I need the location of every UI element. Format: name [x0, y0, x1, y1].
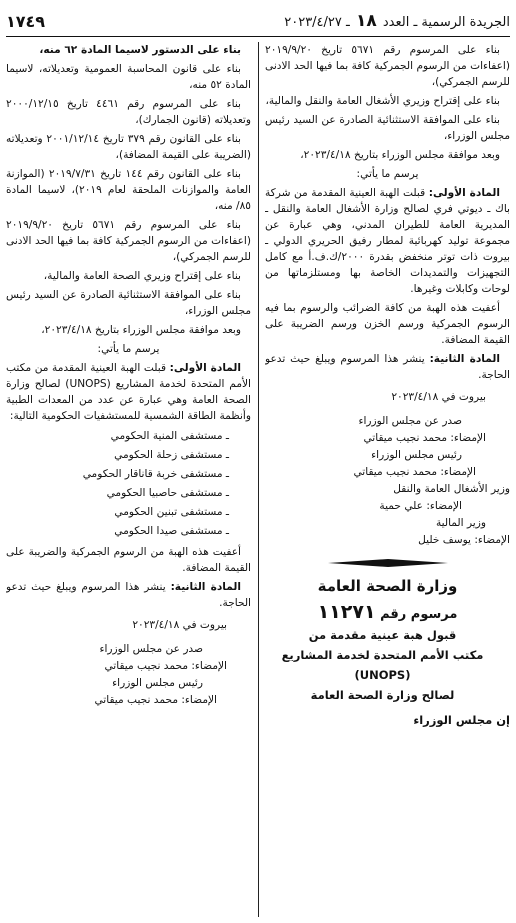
signature-line: رئيس مجلس الوزراء [371, 449, 462, 461]
list-item: ـ مستشفى تبنين الحكومي [114, 506, 229, 518]
issue-date: ـ ٢٠٢٣/٤/٢٧ [284, 15, 350, 30]
signature-line: الإمضاء: محمد نجيب ميقاتي [104, 660, 227, 672]
list-item: ـ مستشفى صيدا الحكومي [114, 525, 229, 537]
article-1-label: المادة الأولى: [169, 362, 242, 374]
list-item: ـ مستشفى المنية الحكومي [110, 430, 229, 442]
right-column [265, 42, 510, 919]
signature-line: الإمضاء: محمد نجيب ميقاتي [94, 694, 217, 706]
preamble-paragraph: وبعد موافقة مجلس الوزراء بتاريخ ٢٠٢٣/٤/١٨، [300, 149, 500, 161]
exemption-paragraph: أعفيت هذه الهبة من الرسوم الجمركية والضريبة على القيمة المضافة. [6, 546, 251, 574]
list-item: ـ مستشفى خربة قاناقار الحكومي [82, 468, 229, 480]
preamble-paragraph: بناء على المرسوم رقم ٥٦٧١ تاريخ ٢٠١٩/٩/٢٠ (اعفاءات من الرسوم الجمركية كافة بما فيها الحد الادنى للرسم الجمركي)، [6, 219, 251, 263]
preamble-paragraph: بناء على القانون رقم ١٤٤ تاريخ ٢٠١٩/٧/٣١ (الموازنة العامة والموازنات الملحقة لعام ٢٠١٩)، لاسيما المادة ٨٥/ منه، [6, 168, 251, 212]
preamble-paragraph: وبعد موافقة مجلس الوزراء بتاريخ ٢٠٢٣/٤/١٨، [41, 324, 241, 336]
preamble-paragraph: بناء على المرسوم رقم ٤٤٦١ تاريخ ٢٠٠٠/١٢/١٥ وتعديلاته (قانون الجمارك)، [6, 98, 251, 126]
page-header [6, 6, 510, 37]
signature-line: الإمضاء: محمد نجيب ميقاتي [363, 432, 486, 444]
article-2-text: ينشر هذا المرسوم ويبلغ حيث تدعو الحاجة. [265, 353, 510, 381]
decree-subject-line: لصالح وزارة الصحة العامة [310, 688, 455, 702]
preamble-paragraph: بناء على إقتراح وزيري الصحة العامة والمالية، [43, 270, 241, 282]
decrees-line: يرسم ما يأتي: [97, 343, 160, 355]
preamble-paragraph: بناء على إقتراح وزيري الأشغال العامة والنقل والمالية، [265, 95, 500, 107]
signature-line: رئيس مجلس الوزراء [112, 677, 203, 689]
decree-subject-line: مكتب الأمم المتحدة لخدمة المشاريع [281, 648, 484, 662]
article-1-label: المادة الأولى: [428, 187, 501, 199]
ministry-title: وزارة الصحة العامة [317, 577, 458, 595]
signature-line: وزير المالية [435, 517, 486, 529]
decree-subject-line: (UNOPS) [354, 668, 411, 682]
article-2-label: المادة الثانية: [429, 353, 500, 365]
preamble-paragraph: بناء على قانون المحاسبة العمومية وتعديلاته، لاسيما المادة ٥٢ منه، [6, 63, 251, 91]
section-ornament [328, 559, 448, 567]
article-2-text: ينشر هذا المرسوم ويبلغ حيث تدعو الحاجة. [6, 581, 251, 609]
decrees-line: يرسم ما يأتي: [356, 168, 419, 180]
article-2-label: المادة الثانية: [170, 581, 241, 593]
preamble-paragraph: بناء على القانون رقم ٣٧٩ تاريخ ٢٠٠١/١٢/١٤ وتعديلاته (الضريبة على القيمة المضافة)، [6, 133, 251, 161]
article-2 [6, 579, 251, 611]
article-2 [265, 351, 510, 383]
preamble-paragraph: بناء على الموافقة الاستثنائية الصادرة عن السيد رئيس مجلس الوزراء، [265, 114, 510, 142]
decree-number: ١١٢٧١ [317, 601, 376, 623]
signature-line: وزير الأشغال العامة والنقل [393, 483, 510, 495]
article-1-text: قبلت الهبة العينية المقدمة من شركة باك ـ ديوتي فري لصالح وزارة الأشغال العامة والنقل ـ المديرية العامة للطيران المدني، وهي عبارة عن مجموعة توليد كهربائية لمطار رفيق الحريري الدولي ـ بيروت ذات توتر منخفض بقدرة ٢٠٠٠/ك.ف.أ مع كامل التجهيزات والتمديدات الخاصة بها ومستلزماتها من لوحات وكابلات وغيرها. [265, 187, 510, 295]
preamble-paragraph: بناء على الموافقة الاستثنائية الصادرة عن السيد رئيس مجلس الوزراء، [6, 289, 251, 317]
issuer-line: إن مجلس الوزراء [413, 713, 510, 727]
signature-line: صدر عن مجلس الوزراء [99, 643, 203, 655]
left-column [6, 42, 251, 919]
signature-line: صدر عن مجلس الوزراء [358, 415, 462, 427]
ornament-diamond-icon [328, 559, 448, 567]
journal-title [284, 11, 510, 31]
preamble-paragraph: بناء على المرسوم رقم ٥٦٧١ تاريخ ٢٠١٩/٩/٢٠ (اعفاءات من الرسوم الجمركية كافة بما فيها الحد الادنى للرسم الجمركي)، [265, 44, 510, 88]
article-1-text: قبلت الهبة العينية المقدمة من مكتب الأمم المتحدة لخدمة المشاريع (UNOPS) لصالح وزارة الصحة العامة وهي عبارة عن عدد من المعدات الطبية وأنظمة الطاقة الشمسية للمستشفيات الحكومية التالية: [6, 362, 251, 422]
place-date: بيروت في ٢٠٢٣/٤/١٨ [132, 619, 227, 631]
constitution-paragraph: بناء على الدستور لاسيما المادة ٦٢ منه، [39, 44, 241, 56]
article-1 [265, 185, 510, 297]
place-date: بيروت في ٢٠٢٣/٤/١٨ [391, 391, 486, 403]
list-item: ـ مستشفى حاصبيا الحكومي [106, 487, 229, 499]
issue-number: ١٨ [355, 11, 377, 31]
column-divider [258, 42, 259, 917]
decree-heading [265, 601, 510, 623]
decree-subject-line: قبول هبة عينية مقدمة من [308, 628, 457, 642]
signature-line: الإمضاء: يوسف خليل [418, 534, 510, 546]
hospital-list [6, 427, 251, 541]
decree-label: مرسوم رقم [380, 607, 458, 622]
article-1 [6, 360, 251, 424]
exemption-paragraph: أعفيت هذه الهبة من كافة الضرائب والرسوم بما فيه الرسوم الجمركية ورسم الخزن ورسم الضريبة على القيمة المضافة. [265, 302, 510, 346]
signature-line: الإمضاء: محمد نجيب ميقاتي [353, 466, 476, 478]
list-item: ـ مستشفى زحلة الحكومي [114, 449, 229, 461]
journal-label: الجريدة الرسمية ـ العدد [382, 15, 510, 30]
signature-line: الإمضاء: علي حمية [379, 500, 462, 512]
page-number: ١٧٤٩ [6, 11, 46, 31]
